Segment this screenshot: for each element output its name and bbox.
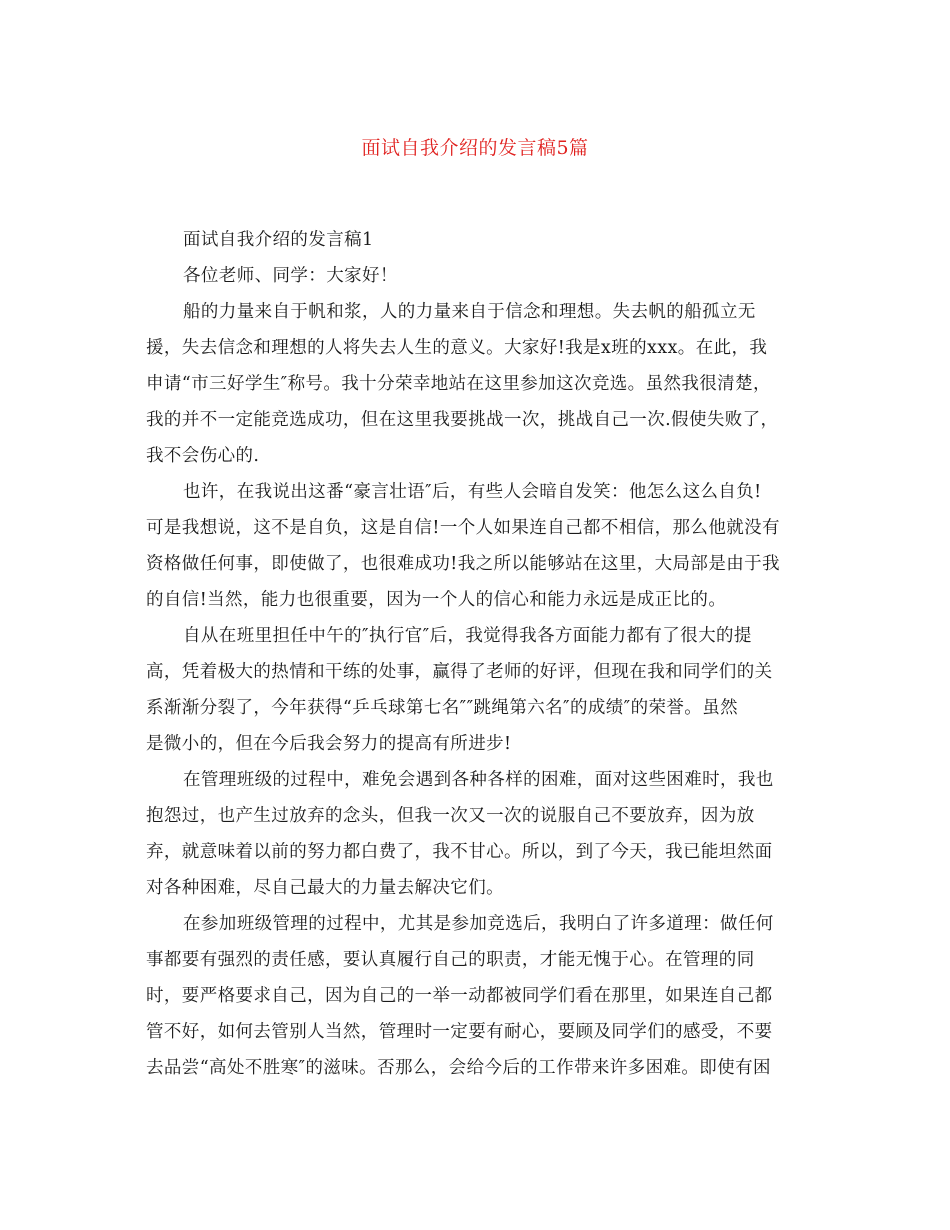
document-title: 面试自我介绍的发言稿5篇 [361,137,589,159]
body-paragraph: 船的力量来自于帆和浆，人的力量来自于信念和理想。失去帆的船孤立无 援，失去信念和理想的人将失去人生的意义。大家好!我是x班的xxx。在此，我 申请“市三好学生″称号。我十分荣幸地站在这里参加这次竞选。虽然我很清楚， 我的并不一定能竞选成功，但在这里我要挑战一次，挑战自己一次.假使失败了， 我不会伤心的. [146,302,779,466]
body-paragraph: 在管理班级的过程中，难免会遇到各种各样的困难，面对这些困难时，我也 抱怨过，也产生过放弃的念头，但我一次又一次的说服自己不要放弃，因为放 弃，就意味着以前的努力都白费了，我不甘心。所以，到了今天，我已能坦然面 对各种困难，尽自己最大的力量去解决它们。 [146,770,774,898]
body-paragraph: 自从在班里担任中午的″执行官″后，我觉得我各方面能力都有了很大的提 高，凭着极大的热情和干练的处事，赢得了老师的好评，但现在我和同学们的关 系渐渐分裂了，今年获得“乒乓球第七名″″跳绳第六名″的成绩″的荣誉。虽然 是微小的，但在今后我会努力的提高有所进步! [146,626,773,754]
section-heading: 面试自我介绍的发言稿1 [183,230,374,250]
body-paragraph: 也许，在我说出这番“豪言壮语″后，有些人会暗自发笑：他怎么这么自负! 可是我想说，这不是自负，这是自信!一个人如果连自己都不相信，那么他就没有 资格做任何事，即使做了，也很难成功!我之所以能够站在这里，大局部是由于我 的自信!当然，能力也很重要，因为一个人的信心和能力永远是成正比的。 [146,482,780,610]
document-body [146,222,810,1086]
body-paragraph: 在参加班级管理的过程中，尤其是参加竞选后，我明白了许多道理：做任何 事都要有强烈的责任感，要认真履行自己的职责，才能无愧于心。在管理的同 时，要严格要求自己，因为自己的一举一动都被同学们看在那里，如果连自己都 管不好，如何去管别人当然，管理时一定要有耐心，要顾及同学们的感受，不要 去品尝“高处不胜寒″的滋味。否那么，会给今后的工作带来许多困难。即使有困 [146,914,774,1078]
greeting-paragraph: 各位老师、同学：大家好！ [183,266,398,286]
